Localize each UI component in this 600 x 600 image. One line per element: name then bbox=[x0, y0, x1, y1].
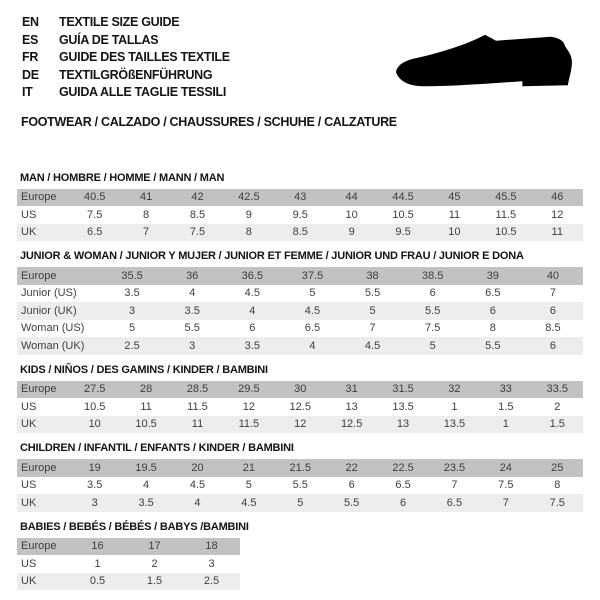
size-cell: 20 bbox=[191, 461, 204, 474]
language-code: EN bbox=[22, 15, 39, 29]
language-label: GUIDA ALLE TAGLIE TESSILI bbox=[59, 85, 227, 99]
section-title-kids: KIDS / NIÑOS / DES GAMINS / KINDER / BAMBINI bbox=[20, 363, 268, 376]
row-label: Junior (US) bbox=[21, 287, 77, 300]
size-cell: 4.5 bbox=[189, 479, 206, 492]
size-section-children bbox=[17, 442, 583, 512]
size-cell: 43 bbox=[294, 191, 307, 204]
size-cell: 35.5 bbox=[121, 269, 143, 282]
language-label: TEXTILGRÖßENFÜHRUNG bbox=[59, 67, 213, 82]
size-cell: 19.5 bbox=[135, 461, 157, 474]
size-cell: 3.5 bbox=[124, 287, 140, 300]
size-cell: 7 bbox=[502, 496, 509, 509]
section-title-babies: BABIES / BEBÉS / BÉBÉS / BABYS /BAMBINI bbox=[20, 520, 249, 533]
size-cell: 31 bbox=[345, 383, 358, 396]
size-cell: 3 bbox=[208, 557, 215, 570]
size-cell: 8 bbox=[245, 226, 252, 239]
size-cell: 2 bbox=[151, 557, 158, 570]
size-cell: 4.5 bbox=[304, 304, 321, 317]
table-row bbox=[17, 320, 583, 338]
table-row bbox=[17, 555, 240, 573]
size-cell: 4.5 bbox=[244, 287, 260, 300]
size-cell: 9 bbox=[348, 226, 355, 239]
size-cell: 10 bbox=[448, 226, 461, 239]
size-cell: 9.5 bbox=[292, 208, 308, 221]
size-cell: 44.5 bbox=[392, 191, 414, 204]
size-cell: 13 bbox=[345, 400, 358, 413]
size-cell: 10 bbox=[88, 418, 101, 431]
row-label: Europe bbox=[21, 269, 57, 282]
size-cell: 5.5 bbox=[425, 304, 441, 317]
table-row bbox=[17, 206, 583, 224]
size-cell: 7.5 bbox=[549, 496, 565, 509]
size-cell: 31.5 bbox=[392, 383, 414, 396]
size-cell: 1.5 bbox=[498, 400, 514, 413]
table-row bbox=[17, 459, 583, 477]
table-row bbox=[17, 267, 583, 285]
language-label: GUIDE DES TAILLES TEXTILE bbox=[59, 50, 230, 64]
size-cell: 13.5 bbox=[392, 400, 414, 413]
dress-shoe-icon bbox=[396, 30, 578, 94]
size-cell: 5 bbox=[309, 287, 316, 300]
size-cell: 1 bbox=[451, 400, 458, 413]
size-cell: 7.5 bbox=[87, 208, 103, 221]
size-cell: 7 bbox=[143, 226, 150, 239]
size-cell: 6 bbox=[249, 322, 256, 335]
table-row bbox=[17, 573, 240, 591]
size-cell: 13 bbox=[396, 418, 410, 431]
size-cell: 7 bbox=[451, 479, 458, 492]
size-cell: 5.5 bbox=[364, 287, 381, 300]
size-cell: 18 bbox=[205, 540, 218, 553]
size-cell: 16 bbox=[91, 540, 104, 553]
size-cell: 37.5 bbox=[301, 269, 324, 282]
section-title-man: MAN / HOMBRE / HOMME / MANN / MAN bbox=[20, 171, 225, 184]
size-cell: 11.5 bbox=[187, 400, 208, 413]
size-cell: 29.5 bbox=[238, 383, 260, 396]
table-row bbox=[17, 416, 583, 434]
size-section-man bbox=[17, 172, 583, 242]
size-cell: 10.5 bbox=[83, 400, 106, 413]
size-cell: 5 bbox=[245, 479, 252, 492]
size-cell: 38 bbox=[366, 269, 379, 282]
row-label: Europe bbox=[21, 461, 57, 474]
section-title-junior-woman: JUNIOR & WOMAN / JUNIOR Y MUJER / JUNIOR ET FEMME / JUNIOR UND FRAU / JUNIOR E DONA bbox=[20, 250, 524, 262]
size-cell: 12 bbox=[242, 400, 255, 413]
size-cell: 22.5 bbox=[392, 461, 414, 474]
size-cell: 6 bbox=[348, 479, 355, 492]
size-cell: 6.5 bbox=[304, 322, 321, 335]
size-cell: 5 bbox=[369, 304, 376, 317]
table-row bbox=[17, 494, 583, 512]
size-cell: 11 bbox=[191, 418, 204, 431]
size-cell: 9.5 bbox=[395, 226, 411, 239]
size-cell: 4 bbox=[189, 287, 196, 300]
size-cell: 12 bbox=[551, 208, 564, 221]
size-cell: 7 bbox=[369, 322, 376, 335]
size-cell: 12 bbox=[294, 418, 307, 431]
size-cell: 5 bbox=[129, 322, 136, 335]
size-cell: 40.5 bbox=[83, 191, 106, 204]
size-cell: 36.5 bbox=[241, 269, 264, 282]
section-title-children: CHILDREN / INFANTIL / ENFANTS / KINDER / BAMBINI bbox=[20, 442, 294, 454]
size-cell: 12.5 bbox=[289, 400, 311, 413]
size-cell: 6 bbox=[429, 287, 436, 300]
language-code: DE bbox=[22, 67, 39, 82]
row-label: US bbox=[21, 557, 37, 570]
size-cell: 10.5 bbox=[495, 226, 517, 239]
size-cell: 8 bbox=[554, 479, 561, 492]
size-cell: 6.5 bbox=[395, 479, 411, 492]
language-code: ES bbox=[22, 32, 39, 47]
size-cell: 3.5 bbox=[244, 339, 260, 352]
table-row bbox=[17, 337, 583, 355]
size-cell: 4.5 bbox=[241, 496, 257, 509]
size-cell: 6 bbox=[399, 496, 407, 509]
size-cell: 7.5 bbox=[498, 479, 514, 492]
size-cell: 8.5 bbox=[189, 208, 206, 221]
size-cell: 9 bbox=[245, 208, 252, 221]
size-section-kids bbox=[17, 364, 583, 434]
size-cell: 10.5 bbox=[392, 208, 414, 221]
size-cell: 4.5 bbox=[364, 339, 381, 352]
size-cell: 5 bbox=[297, 496, 304, 509]
size-cell: 1.5 bbox=[549, 418, 565, 431]
size-cell: 33 bbox=[499, 383, 512, 396]
size-cell: 25 bbox=[551, 461, 564, 474]
size-cell: 0.5 bbox=[89, 575, 106, 588]
size-cell: 5.5 bbox=[292, 479, 308, 492]
size-cell: 4 bbox=[143, 479, 150, 492]
size-cell: 33.5 bbox=[546, 383, 568, 396]
size-cell: 4 bbox=[194, 496, 201, 509]
size-section-babies bbox=[17, 521, 583, 591]
size-cell: 6.5 bbox=[485, 287, 501, 300]
row-label: Woman (UK) bbox=[21, 339, 85, 352]
table-row bbox=[17, 302, 583, 320]
size-cell: 8.5 bbox=[545, 322, 561, 335]
size-cell: 8 bbox=[489, 322, 496, 335]
category-line: FOOTWEAR / CALZADO / CHAUSSURES / SCHUHE / CALZATURE bbox=[21, 114, 397, 129]
size-cell: 1 bbox=[94, 557, 101, 570]
language-code: IT bbox=[22, 85, 33, 99]
size-cell: 5 bbox=[429, 339, 436, 352]
tables-container bbox=[17, 172, 583, 591]
size-table-kids bbox=[17, 381, 583, 434]
size-cell: 45 bbox=[448, 191, 461, 204]
row-label: US bbox=[21, 400, 37, 413]
size-cell: 2.5 bbox=[203, 575, 220, 588]
size-cell: 4 bbox=[309, 339, 316, 352]
size-cell: 7.5 bbox=[189, 226, 206, 239]
row-label: Europe bbox=[21, 540, 57, 553]
size-cell: 19 bbox=[88, 461, 101, 474]
size-cell: 36 bbox=[186, 269, 199, 282]
table-row bbox=[17, 285, 583, 303]
size-cell: 45.5 bbox=[495, 191, 517, 204]
size-table-man bbox=[17, 189, 583, 242]
size-cell: 1 bbox=[502, 418, 509, 431]
size-cell: 3.5 bbox=[138, 496, 154, 509]
row-label: UK bbox=[21, 575, 37, 588]
size-cell: 46 bbox=[551, 191, 564, 204]
size-cell: 4 bbox=[249, 304, 256, 317]
row-label: Junior (UK) bbox=[21, 304, 77, 317]
size-cell: 6 bbox=[549, 339, 556, 352]
size-cell: 17 bbox=[148, 540, 161, 553]
size-cell: 38.5 bbox=[421, 269, 444, 282]
size-cell: 11 bbox=[448, 208, 461, 221]
table-row bbox=[17, 224, 583, 242]
language-label: TEXTILE SIZE GUIDE bbox=[59, 15, 180, 29]
size-cell: 3 bbox=[189, 339, 196, 352]
size-table-children bbox=[17, 459, 583, 512]
language-row-en bbox=[22, 14, 600, 32]
size-cell: 1.5 bbox=[146, 575, 163, 588]
size-cell: 40 bbox=[546, 269, 560, 282]
size-cell: 10 bbox=[345, 208, 358, 221]
size-cell: 11 bbox=[140, 400, 152, 413]
size-cell: 21 bbox=[242, 461, 255, 474]
row-label: Woman (US) bbox=[21, 322, 85, 335]
size-cell: 41 bbox=[139, 191, 153, 204]
table-row bbox=[17, 538, 240, 556]
size-cell: 3.5 bbox=[87, 479, 103, 492]
language-label: GUÍA DE TALLAS bbox=[59, 32, 159, 47]
size-cell: 22 bbox=[345, 461, 358, 474]
size-cell: 39 bbox=[486, 269, 499, 282]
size-cell: 28 bbox=[139, 383, 153, 396]
size-table-junior-woman bbox=[17, 267, 583, 355]
size-table-babies bbox=[17, 538, 240, 591]
size-cell: 3.5 bbox=[184, 304, 200, 317]
row-label: US bbox=[21, 208, 37, 221]
size-cell: 8 bbox=[143, 208, 150, 221]
size-cell: 42 bbox=[191, 191, 204, 204]
size-cell: 11.5 bbox=[495, 208, 517, 221]
table-row bbox=[17, 189, 583, 207]
size-cell: 30 bbox=[294, 383, 307, 396]
size-cell: 23.5 bbox=[443, 461, 466, 474]
size-section-junior-woman bbox=[17, 250, 583, 355]
size-cell: 44 bbox=[345, 191, 358, 204]
size-cell: 5.5 bbox=[344, 496, 360, 509]
size-cell: 27.5 bbox=[83, 383, 106, 396]
size-cell: 6.5 bbox=[446, 496, 463, 509]
size-cell: 21.5 bbox=[289, 461, 311, 474]
size-cell: 13.5 bbox=[443, 418, 466, 431]
size-cell: 6 bbox=[549, 304, 556, 317]
size-cell: 7.5 bbox=[425, 322, 441, 335]
table-row bbox=[17, 398, 583, 416]
size-cell: 7 bbox=[549, 287, 556, 300]
row-label: Europe bbox=[21, 191, 57, 204]
size-cell: 2 bbox=[554, 400, 561, 413]
size-cell: 32 bbox=[448, 383, 461, 396]
language-code: FR bbox=[22, 50, 39, 64]
size-cell: 5.5 bbox=[485, 339, 501, 352]
size-cell: 42.5 bbox=[238, 191, 260, 204]
size-cell: 3 bbox=[91, 496, 98, 509]
row-label: UK bbox=[21, 496, 37, 509]
row-label: Europe bbox=[21, 383, 57, 396]
size-cell: 12.5 bbox=[340, 418, 363, 431]
size-cell: 11 bbox=[551, 226, 563, 239]
row-label: UK bbox=[21, 226, 37, 239]
size-cell: 28.5 bbox=[186, 383, 209, 396]
size-cell: 10.5 bbox=[135, 418, 157, 431]
size-cell: 24 bbox=[499, 461, 512, 474]
row-label: US bbox=[21, 479, 37, 492]
table-row bbox=[17, 381, 583, 399]
size-cell: 6.5 bbox=[87, 226, 103, 239]
size-cell: 11.5 bbox=[238, 418, 260, 431]
size-cell: 5.5 bbox=[184, 322, 200, 335]
size-cell: 3 bbox=[129, 304, 136, 317]
size-cell: 2.5 bbox=[124, 339, 140, 352]
size-cell: 6 bbox=[489, 304, 496, 317]
size-cell: 8.5 bbox=[292, 226, 308, 239]
row-label: UK bbox=[21, 418, 37, 431]
table-row bbox=[17, 477, 583, 495]
